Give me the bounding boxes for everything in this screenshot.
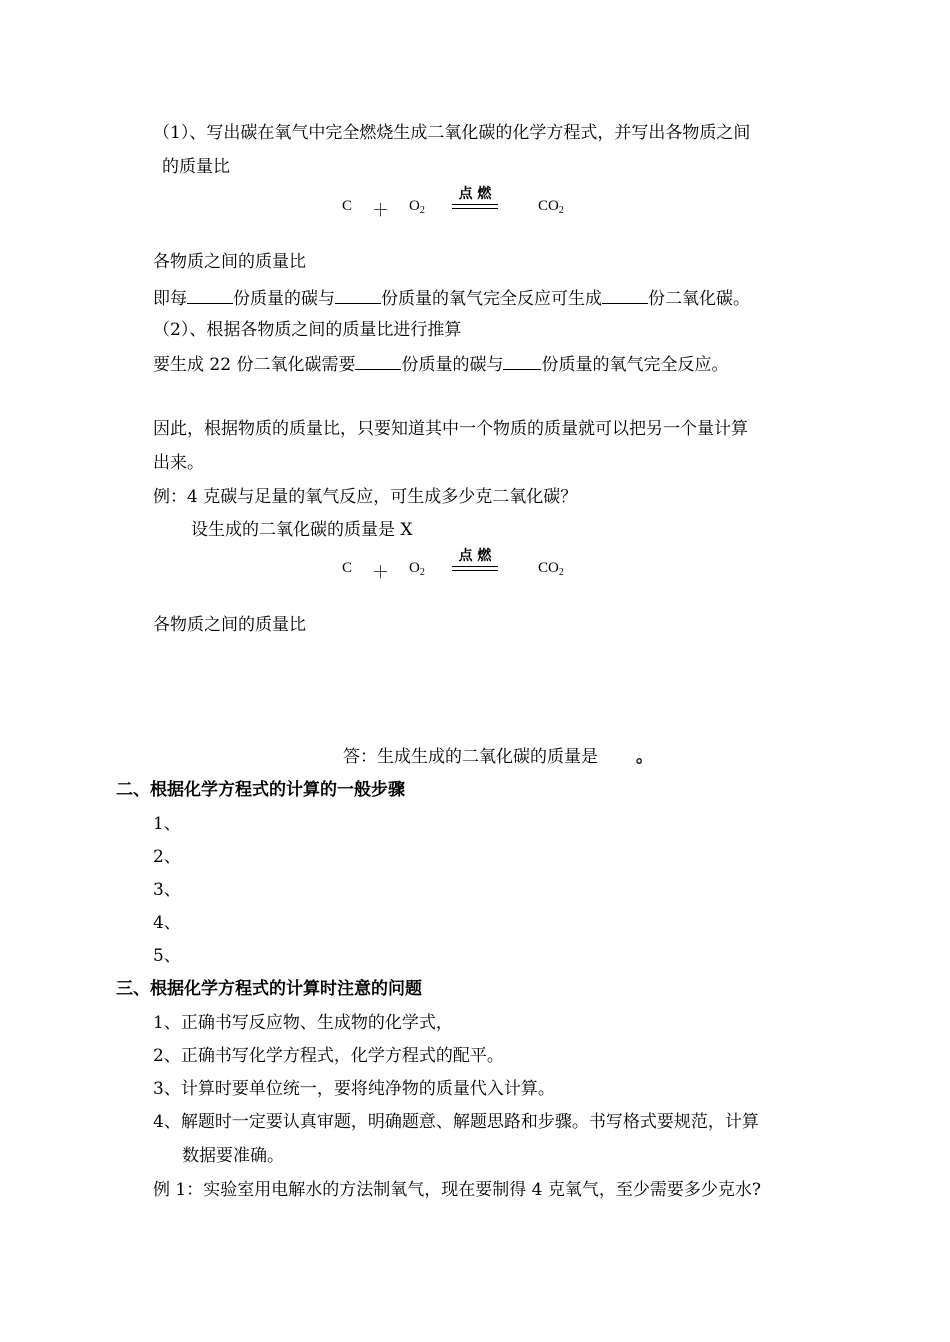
assume-line: 设生成的二氧化碳的质量是 X [191, 520, 413, 540]
therefore-text: 因此，根据物质的质量比，只要知道其中一个物质的质量就可以把另一个量计算 [153, 419, 748, 439]
need-sentence: 要生成 22 份二氧化碳需要 份质量的碳与 份质量的氧气完全反应。 [153, 351, 728, 377]
note-item-1: 1、正确书写反应物、生成物的化学式， [153, 1013, 453, 1033]
step-item-4: 4、 [153, 913, 181, 933]
eq-condition [452, 186, 498, 209]
step-item-1: 1、 [153, 814, 181, 834]
eq-oxygen: $O_2$ [409, 198, 425, 216]
blank-need-carbon[interactable] [355, 351, 401, 370]
eq-arrow-lines [452, 204, 498, 209]
blank-oxygen[interactable] [335, 285, 381, 304]
step-item-5: 5、 [153, 946, 181, 966]
eq2-arrow-lines [452, 566, 498, 571]
eq2-co2: $CO_2$ [538, 560, 564, 578]
step-item-3: 3、 [153, 880, 181, 900]
eq2-carbon: C [342, 560, 353, 576]
eq-plus: ＋ [372, 201, 389, 220]
fill-blank-sentence: 即每 份质量的碳与 份质量的氧气完全反应可生成 份二氧化碳。 [153, 285, 750, 311]
section2-heading: 二、根据化学方程式的计算的一般步骤 [116, 780, 405, 800]
eq2-condition [452, 548, 498, 571]
blank-carbon[interactable] [187, 285, 233, 304]
step-item-2: 2、 [153, 847, 181, 867]
eq-condition-text: 点 燃 [458, 186, 492, 202]
eq2-plus: ＋ [372, 563, 389, 582]
note-item-2: 2、正确书写化学方程式，化学方程式的配平。 [153, 1046, 504, 1066]
eq2-condition-text: 点 燃 [458, 548, 492, 564]
answer-line: 答：生成生成的二氧化碳的质量是 。 [343, 747, 653, 767]
section3-heading: 三、根据化学方程式的计算时注意的问题 [116, 979, 422, 999]
note-item-4: 4、解题时一定要认真审题，明确题意、解题思路和步骤。书写格式要规范，计算 [153, 1112, 759, 1132]
note-item-4-cont: 数据要准确。 [182, 1146, 284, 1166]
therefore-text-cont: 出来。 [153, 453, 204, 473]
example-1: 例 1：实验室用电解水的方法制氧气，现在要制得 4 克氧气，至少需要多少克水? [153, 1180, 761, 1200]
mass-ratio-label-2: 各物质之间的质量比 [153, 615, 306, 635]
eq-carbon: C [342, 198, 353, 214]
mass-ratio-label: 各物质之间的质量比 [153, 252, 306, 272]
blank-need-oxygen[interactable] [503, 351, 541, 370]
eq-co2: $CO_2$ [538, 198, 564, 216]
eq2-oxygen: $O_2$ [409, 560, 425, 578]
note-item-3: 3、计算时要单位统一，要将纯净物的质量代入计算。 [153, 1079, 555, 1099]
step1-text-cont: 的质量比 [162, 157, 230, 177]
blank-co2[interactable] [602, 285, 648, 304]
example-question: 例：4 克碳与足量的氧气反应，可生成多少克二氧化碳？ [153, 487, 578, 507]
step1-text: （1）、写出碳在氧气中完全燃烧生成二氧化碳的化学方程式，并写出各物质之间 [153, 123, 751, 143]
step2-text: （2）、根据各物质之间的质量比进行推算 [153, 320, 462, 340]
